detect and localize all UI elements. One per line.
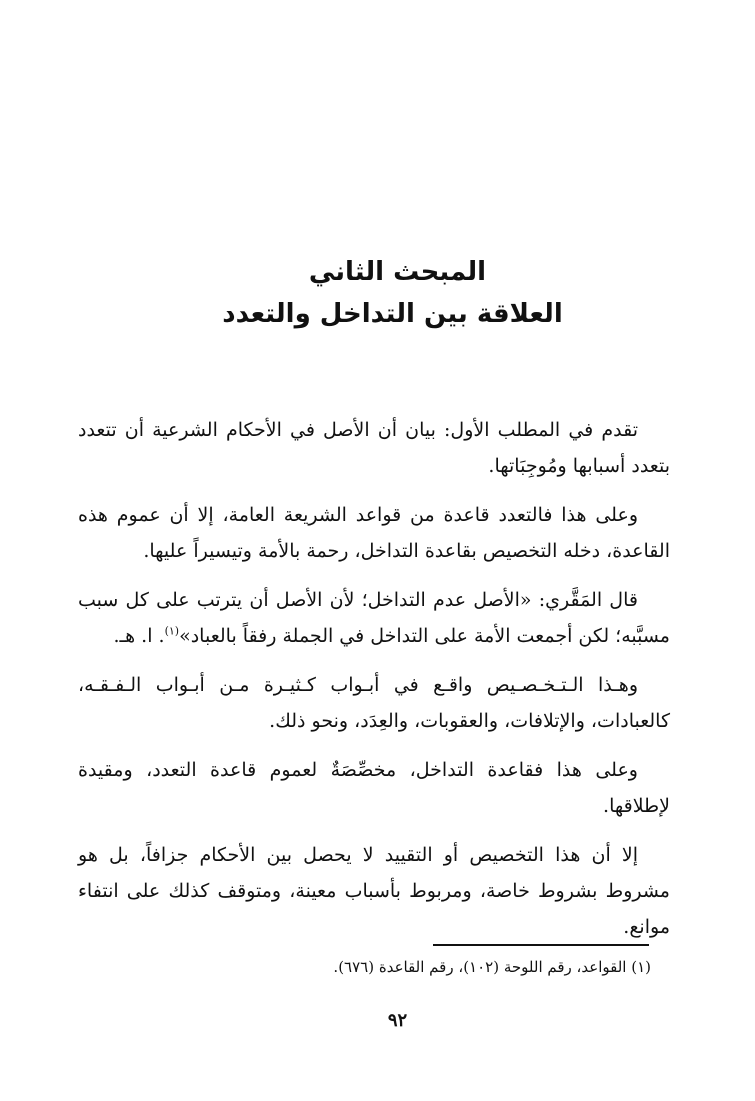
footnote-ref: (١) — [164, 624, 180, 638]
paragraph-4: وعلى هذا فقاعدة التداخل، مخصِّصَةٌ لعموم قاعدة التعدد، ومقيدة لإطلاقها. — [78, 759, 670, 817]
quote-paragraph — [78, 582, 670, 654]
footnote-divider — [433, 944, 649, 946]
body-text — [78, 412, 670, 958]
section-title: المبحث الثاني — [308, 257, 487, 287]
section-heading — [0, 252, 755, 336]
quote-text: قال المَقَّري: «الأصل عدم التداخل؛ لأن الأصل أن يترتب على كل سبب مسبَّبه؛ لكن أجمعت الأمة على التداخل في الجملة رفقاً بالعباد» — [78, 589, 670, 647]
section-subtitle: العلاقة بين التداخل والتعدد — [222, 299, 563, 329]
paragraph-5: إلا أن هذا التخصيص أو التقييد لا يحصل بين الأحكام جزافاً، بل هو مشروط بشروط خاصة، ومربوط بأسباب معينة، ومتوقف كذلك على انتفاء موانع. — [78, 844, 670, 938]
paragraph-2: وعلى هذا فالتعدد قاعدة من قواعد الشريعة العامة، إلا أن عموم هذه القاعدة، دخله التخصيص بقاعدة التداخل، رحمة بالأمة وتيسيراً عليها. — [78, 504, 670, 562]
footnote: (١) القواعد، رقم اللوحة (١٠٢)، رقم القاعدة (٦٧٦). — [333, 958, 651, 976]
quote-tail: . ا. هـ. — [113, 625, 165, 647]
paragraph-3: وهـذا الـتـخـصـيص واقـع في أبـواب كـثيـرة مـن أبـواب الـفـقـه، كالعبادات، والإتلافات، والعقوبات، والعِدَد، ونحو ذلك. — [78, 674, 670, 732]
page-number: ٩٢ — [387, 1010, 408, 1031]
paragraph-1: تقدم في المطلب الأول: بيان أن الأصل في الأحكام الشرعية أن تتعدد بتعدد أسبابها ومُوجِبَاتها. — [78, 419, 670, 477]
